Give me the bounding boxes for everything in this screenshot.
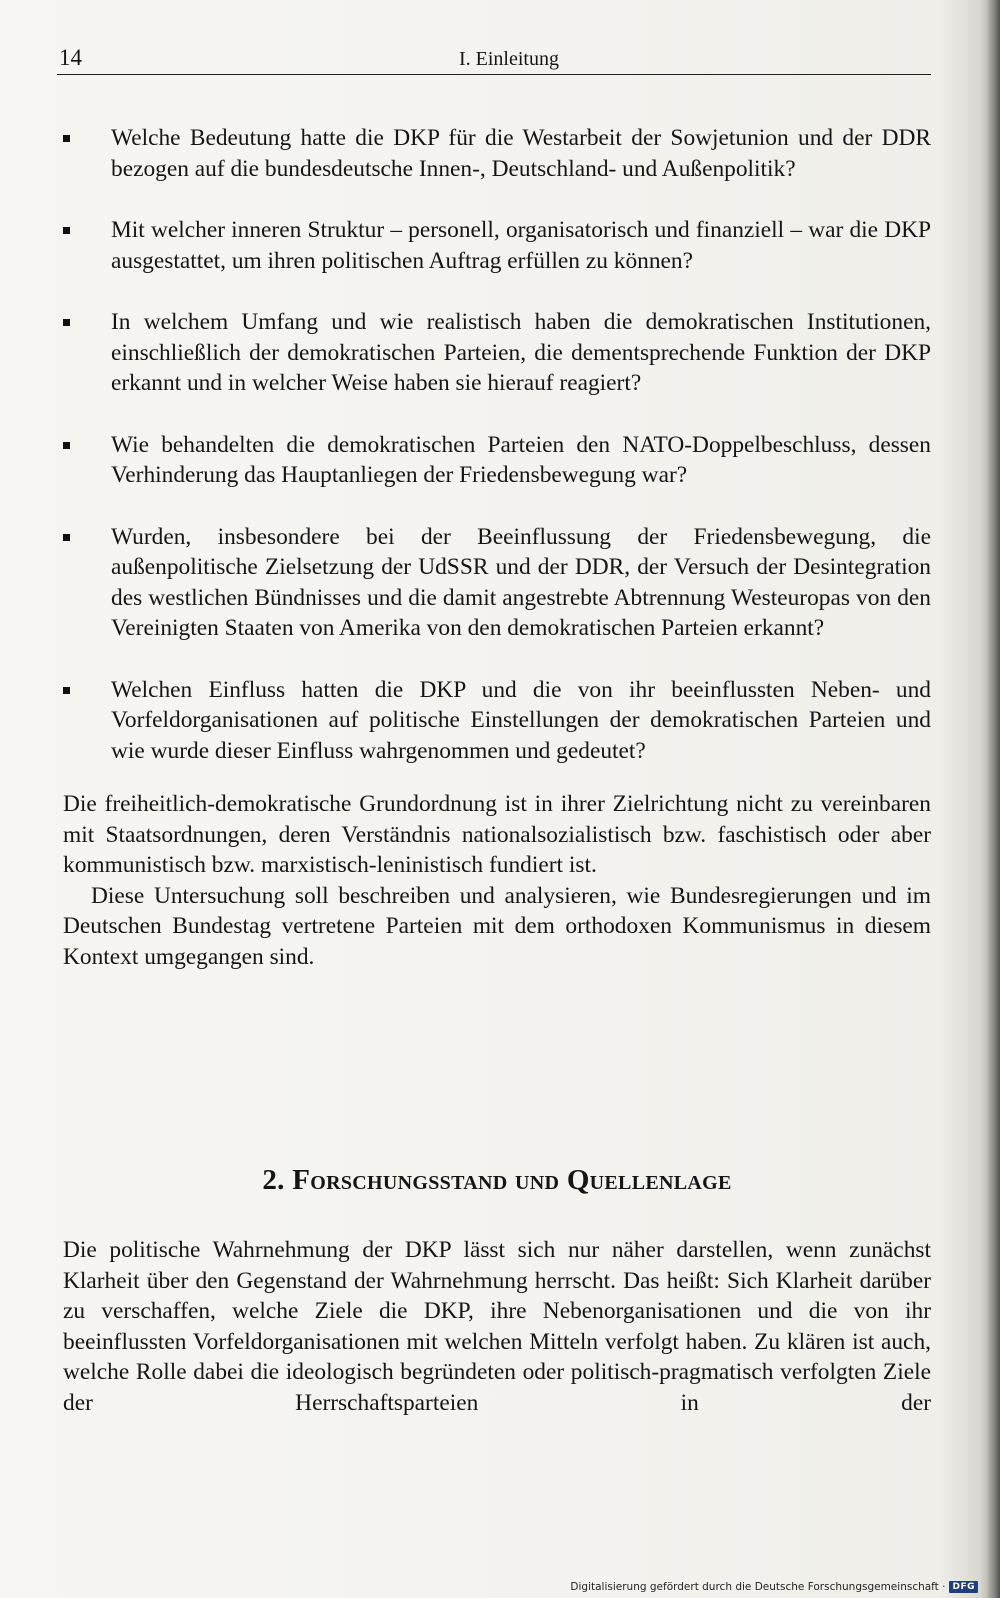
list-item-text: Mit welcher inneren Struktur – personell, organisatorisch und finanziell – war die DKP ausgestattet, um ihren politischen Auftrag erfüllen zu können?: [111, 217, 931, 274]
question-list: [63, 123, 931, 766]
list-item: [63, 675, 931, 767]
body-paragraph: Diese Untersuchung soll beschreiben und analysieren, wie Bundesregierungen und im Deutschen Bundestag vertretene Parteien mit dem orthodoxen Kommunismus in diesem Kontext umgegangen sind.: [63, 882, 931, 970]
list-item-text: Wurden, insbesondere bei der Beeinflussung der Friedensbewegung, die außenpolitische Zielsetzung der UdSSR und der DDR, der Versuch der Desintegration des westlichen Bündnisses und die damit angestrebte Abtrennung Westeuropas von den Vereinigten Staaten von Amerika von den demokratischen Parteien erkannt?: [111, 523, 931, 641]
list-item: [63, 307, 931, 399]
list-item: [63, 123, 931, 184]
page-number: 14: [59, 45, 82, 70]
list-item-text: Welche Bedeutung hatte die DKP für die Westarbeit der Sowjetunion und der DDR bezogen auf die bundesdeutsche Innen-, Deutschland- und Außenpolitik?: [111, 125, 931, 182]
list-item: [63, 430, 931, 491]
body-paragraph: Die freiheitlich-demokratische Grundordnung ist in ihrer Zielrichtung nicht zu vereinbaren mit Staatsordnungen, deren Verständnis nationalsozialistisch bzw. faschistisch oder aber kommunistisch bzw. marxistisch-leninistisch fundiert ist.: [63, 791, 931, 878]
square-bullet-icon: [63, 135, 70, 142]
square-bullet-icon: [63, 534, 70, 541]
list-item: [63, 522, 931, 644]
list-item-text: In welchem Umfang und wie realistisch haben die demokratischen Institutionen, einschließlich der demokratischen Parteien, die dementsprechende Funktion der DKP erkannt und in welcher Weise haben sie hierauf reagiert?: [111, 309, 931, 396]
square-bullet-icon: [63, 442, 70, 449]
section-heading: 2. Forschungsstand und Quellenlage: [262, 1164, 732, 1197]
square-bullet-icon: [63, 319, 70, 326]
digitization-credit: [570, 1580, 978, 1594]
body-text: [63, 123, 931, 972]
credit-text: Digitalisierung gefördert durch die Deutsche Forschungsgemeinschaft ·: [570, 1581, 946, 1593]
page-edge-shadow: [986, 0, 1000, 1598]
square-bullet-icon: [63, 227, 70, 234]
list-item-text: Welchen Einfluss hatten die DKP und die von ihr beeinflussten Neben- und Vorfeldorganisationen auf politische Einstellungen der demokratischen Parteien und wie wurde dieser Einfluss wahrgenommen und gedeutet?: [111, 676, 931, 764]
dfg-logo-icon: DFG: [949, 1581, 978, 1593]
square-bullet-icon: [63, 687, 70, 694]
list-item-text: Wie behandelten die demokratischen Parteien den NATO-Doppelbeschluss, dessen Verhinderung das Hauptanliegen der Friedensbewegung war?: [111, 431, 931, 488]
section-paragraph: Die politische Wahrnehmung der DKP lässt sich nur näher darstellen, wenn zunächst Klarheit über den Gegenstand der Wahrnehmung herrscht. Das heißt: Sich Klarheit darüber zu verschaffen, welche Ziele die DKP, ihre Nebenorganisationen und die von ihr beeinflussten Vorfeldorganisationen mit welchen Mitteln verfolgt haben. Zu klären ist auch, welche Rolle dabei die ideologisch begründeten oder politisch-pragmatisch verfolgten Ziele der Herrschaftsparteien in der: [63, 1237, 931, 1416]
list-item: [63, 215, 931, 276]
running-title: I. Einleitung: [459, 48, 559, 70]
running-header: [57, 44, 931, 75]
